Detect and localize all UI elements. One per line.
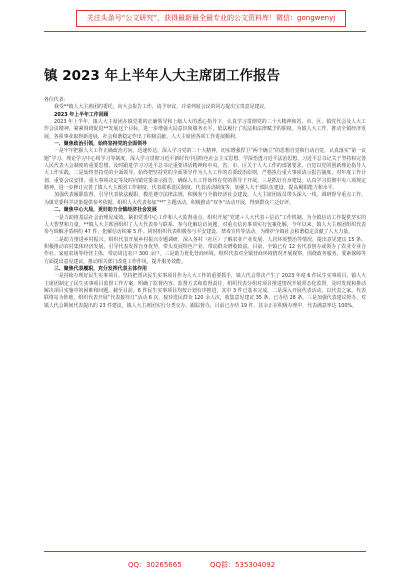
section-heading-review: 2023 年上半年工作回顾 — [54, 111, 109, 118]
paragraph-rural-revitalization: 二是助力推进乡村振兴。组织代表开展乡村振兴专题调研，深入各村（社区）了解农业产业发展、人居环境整治等情况，提出意见建议 15 条。积极推动农村集体经济发展，引导代表发挥自身优势，带头发展特色产业，带动群众增收致富。目前，全镇已有 12 名代表创办或领办了农业专业合作社、家庭农场等经营主体，带动周边农户 300 余户。三是助力优化营商环境。组织代表对全镇营商环境情况开展视察，围绕政务服务、要素保障等方面提出意见建议，推动相关部门改进工作作风，提升服务效能。 — [44, 236, 366, 265]
promo-banner[interactable]: 关注头条号“公文研究”，获得最新最全最专业的公文资料库！微信：gongwenyj — [76, 10, 346, 27]
paragraph-livelihood-projects: 一是持续办理好民生实事项目。坚持把票决民生实事项目作为人大工作的重要抓手，镇人代会票决产生了 2023 年度 6 件民生实事项目。镇人大主席团制定了民生实事项目监督工作方案，明确了监督内容、监督方式和监督责任，组织代表分组对项目推进情况开展常态化监督，及时发现和推动解决项目实施中的困难和问题。截至目前，6 件民生实事项目均按计划有序推进，其中 3 件已基本完成。二是深入开展代表活动。以代表之家、代表联络站为阵地，组织代表开展“代表接待日”活动 6 次，接待选民群众 120 余人次，收集意见建议 35 条，已办结 28 条。三是加强代表建议督办。对镇人代会期间代表提出的 23 件建议，镇人大主席团实行分类交办、跟踪督办，目前已办结 19 件，其余正在积极办理中，代表满意率达 100%。 — [44, 273, 366, 309]
salutation: 各位代表： — [44, 97, 69, 103]
intro-paragraph: 我受**镇人大主席团的委托，向大会报告工作，请予审议，并请列席会议的同志提出宝贵意见建议。 — [54, 104, 270, 111]
overview-paragraph: 2023 年上半年，镇人大主席团在镇党委的正确领导和上级人大的悉心指导下，认真学习贯彻党的二十大精神和省、市、区、镇党代会及人大工作会议精神，紧紧围绕促进**发展这个目标，进一步增强大局意识和服务水平，依法履行了宪法和法律赋予的职权，为镇人大工作，推动全镇经济发展、各项事业取得新进展、社会和谐稳定作出了积极贡献，人大主席团各项工作进展顺利。 — [44, 119, 366, 140]
qq-contact: QQ：30265665 — [128, 561, 182, 569]
qq-group-contact: QQ群：535304092 — [210, 561, 276, 569]
footer-rule — [44, 551, 366, 552]
section-heading-deputy-duties: 三、聚焦代表履职，充分发挥代表主体作用 — [54, 265, 147, 272]
document-body — [44, 97, 366, 310]
section-heading-political-leadership: 一、聚焦政治引领，始终坚持党的全面领导 — [54, 141, 147, 148]
paragraph-supervision: 加强代表履职监督，引导代表依法履职、模范遵守法律法规，积极参与全镇经济社会建设。人大主席团成员带头深入一线，调研督导重点工作，为镇党委科学决策提供参考依据。组织人大代表参加“**”主题活动，积极推动“双争”活动开展，得到群众广泛好评。 — [44, 192, 366, 206]
document-title: 镇 2023 年上半年人大主席团工作报告 — [44, 68, 280, 84]
paragraph-political-leadership: 一是牢牢把握人大工作正确政治方向。迅速传达、深入学习党的二十大精神，切实增强捍卫“两个确立”的思想自觉和行动自觉。认真落实“第一议题”学习、理论学习中心组学习等制度，深入学习贯彻习近平新时代中国特色社会主义思想，学深悟透习近平法治思想、习近平总书记关于坚持和完善人民代表大会制度的重要思想，及时跟进学习习近平总书记重要讲话精神和中央、省、市、区关于人大工作的部署要求，自觉以党的创新理论指导人大工作实践。二是始终坚持党的全面领导。始终把坚持党的全面领导作为人大工作的首要政治原则，严格执行重大事项请示报告制度，对年度工作计划、重要会议安排、重大事项决定等及时向镇党委请示报告，确保人大工作始终在党的领导下开展。三是抓好自身建设。认真学习贯彻中央八项规定精神，进一步修订完善了镇人大主席团工作制度、代表联系选民制度、代表活动制度等，加强人大干部队伍建设，提高履职能力和水平。 — [44, 148, 366, 192]
header-rule — [44, 31, 366, 32]
contact-footer — [0, 556, 408, 574]
section-heading-central-tasks: 二、聚焦中心大局，更好助力全镇经济社会发展 — [54, 207, 157, 214]
paragraph-social-governance: 一是力助推基层社会治理见成效。紧扣党委中心工作和人大监督重点，组织开展“党建＋人大代表＋信访”工作机制，为全镇信访工作提供坚实的人大智慧和力量。**镇人大主席团组织了人大代表参与联系、参与化解信访问题，对重点信访事项实行包案化解，今年以来，镇人大主席团组织代表参与调解矛盾纠纷 47 件，化解信访积案 5 件。同时组织代表积极参与平安建设、禁毒宣传等活动，为维护全镇社会和谐稳定贡献了人大力量。 — [44, 214, 366, 236]
